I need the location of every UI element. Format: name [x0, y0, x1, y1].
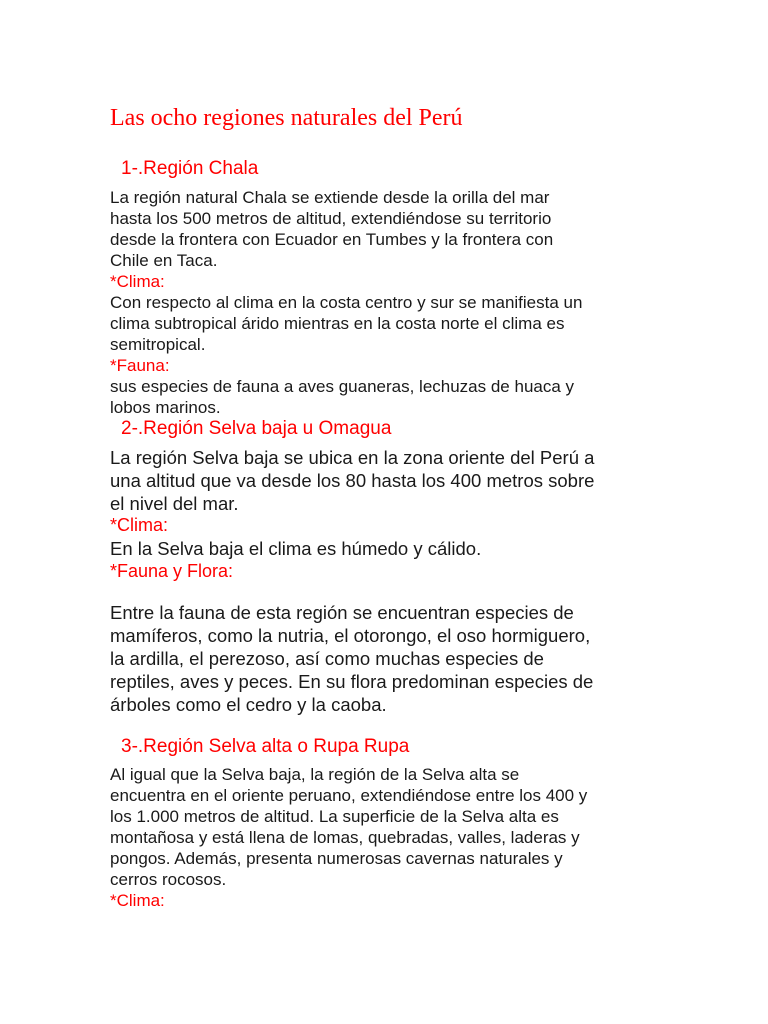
text-line: cerros rocosos.: [110, 870, 227, 889]
text-line: reptiles, aves y peces. En su flora predominan especies de: [110, 671, 594, 692]
text-line: En la Selva baja el clima es húmedo y cálido.: [110, 538, 482, 559]
text-line: sus especies de fauna a aves guaneras, lechuzas de huaca y: [110, 377, 575, 396]
text-line: mamíferos, como la nutria, el otorongo, el oso hormiguero,: [110, 625, 591, 646]
section-selva-baja-clima: [110, 537, 655, 560]
section-chala-intro: [110, 187, 658, 271]
section-chala-fauna: [110, 376, 658, 418]
clima-label-selva-baja: *Clima:: [110, 515, 169, 535]
text-line: Al igual que la Selva baja, la región de la Selva alta se: [110, 765, 520, 784]
section-heading-chala: 1-.Región Chala: [121, 158, 259, 179]
text-line: montañosa y está llena de lomas, quebradas, valles, laderas y: [110, 828, 580, 847]
section-heading-selva-alta: 3-.Región Selva alta o Rupa Rupa: [121, 736, 410, 757]
text-line: clima subtropical árido mientras en la costa norte el clima es: [110, 314, 565, 333]
text-line: La región Selva baja se ubica en la zona oriente del Perú a: [110, 447, 595, 468]
clima-label-chala: *Clima:: [110, 272, 165, 291]
text-line: pongos. Además, presenta numerosas cavernas naturales y: [110, 849, 563, 868]
text-line: Chile en Taca.: [110, 251, 218, 270]
text-line: desde la frontera con Ecuador en Tumbes y la frontera con: [110, 230, 554, 249]
text-line: hasta los 500 metros de altitud, extendiéndose su territorio: [110, 209, 552, 228]
section-selva-baja-fauna: [110, 601, 655, 716]
text-line: encuentra en el oriente peruano, extendiéndose entre los 400 y: [110, 786, 588, 805]
text-line: una altitud que va desde los 80 hasta los 400 metros sobre: [110, 470, 595, 491]
text-line: el nivel del mar.: [110, 493, 239, 514]
text-line: Entre la fauna de esta región se encuentran especies de: [110, 602, 574, 623]
text-line: lobos marinos.: [110, 398, 221, 417]
text-line: semitropical.: [110, 335, 206, 354]
fauna-flora-label-selva-baja: *Fauna y Flora:: [110, 561, 234, 581]
section-chala-clima: [110, 292, 658, 355]
text-line: árboles como el cedro y la caoba.: [110, 694, 387, 715]
document-title: Las ocho regiones naturales del Perú: [110, 105, 463, 131]
fauna-label-chala: *Fauna:: [110, 356, 170, 375]
text-line: la ardilla, el perezoso, así como muchas especies de: [110, 648, 544, 669]
section-selva-baja-intro: [110, 446, 655, 515]
text-line: Con respecto al clima en la costa centro y sur se manifiesta un: [110, 293, 583, 312]
section-heading-selva-baja: 2-.Región Selva baja u Omagua: [121, 418, 392, 439]
section-selva-alta-intro: [110, 764, 658, 890]
text-line: La región natural Chala se extiende desde la orilla del mar: [110, 188, 550, 207]
text-line: los 1.000 metros de altitud. La superficie de la Selva alta es: [110, 807, 559, 826]
clima-label-selva-alta: *Clima:: [110, 891, 165, 910]
